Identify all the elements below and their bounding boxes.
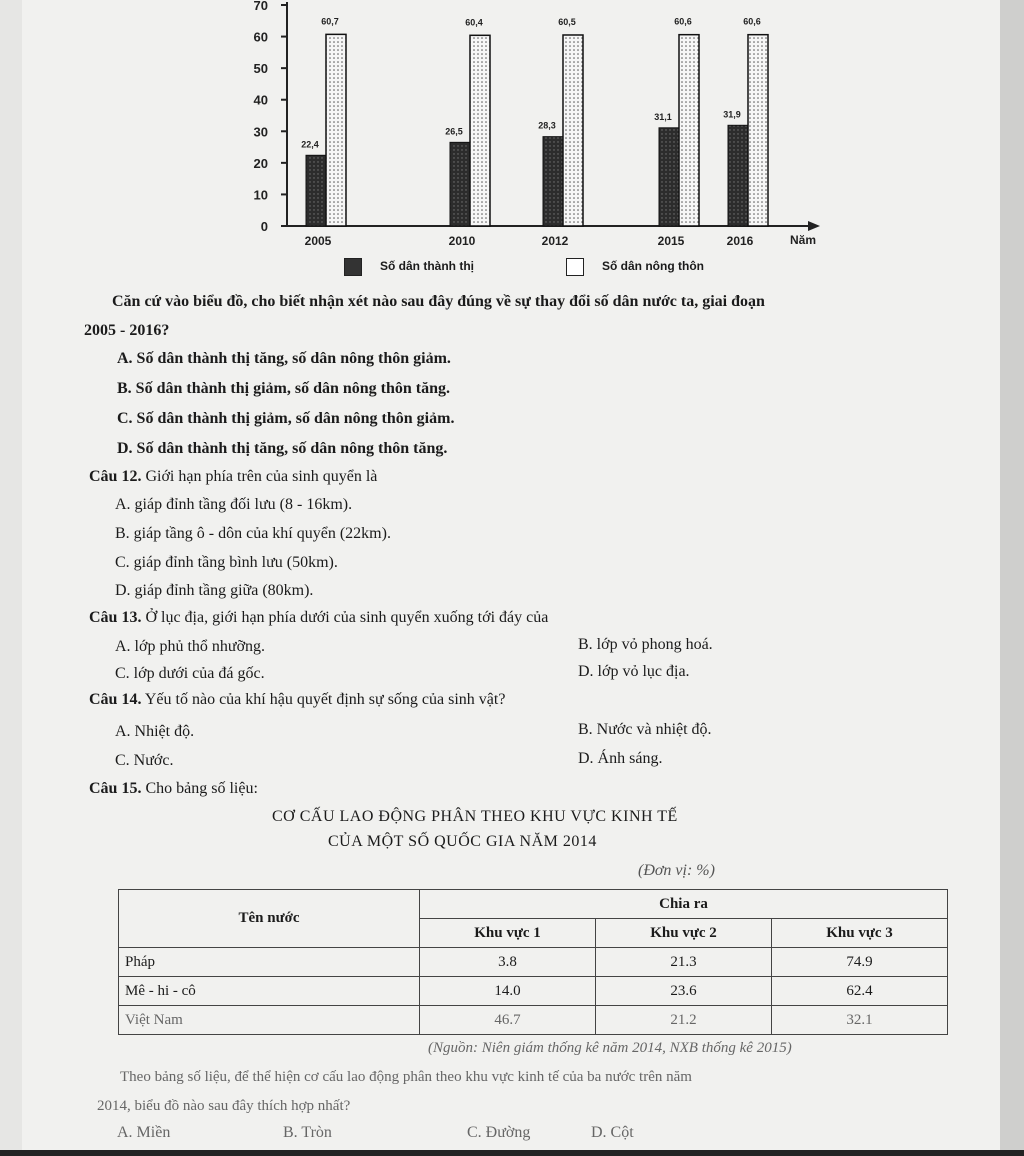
rural-bar (326, 34, 346, 226)
y-tick-label: 60 (253, 29, 268, 45)
header-k1: Khu vực 1 (420, 919, 596, 948)
header-country: Tên nước (119, 890, 420, 948)
urban-bar (306, 155, 326, 226)
q15-ask-line2: 2014, biểu đồ nào sau đây thích hợp nhất? (97, 1098, 351, 1114)
q13-label: Câu 13. (89, 609, 142, 626)
q13-prompt (89, 609, 548, 627)
legend-rural-label: Số dân nông thôn (602, 259, 704, 274)
x-axis-title: Năm (790, 233, 817, 247)
table-unit: (Đơn vị: %) (638, 862, 715, 879)
row-k3: 62.4 (772, 977, 948, 1006)
header-k3: Khu vực 3 (772, 919, 948, 948)
row-k3: 74.9 (772, 948, 948, 977)
legend-urban-label: Số dân thành thị (380, 259, 474, 274)
table-row (119, 1006, 948, 1035)
x-tick-label: 2016 (726, 234, 754, 248)
x-tick-label: 2005 (304, 234, 332, 248)
rural-value-label: 60,7 (321, 16, 339, 27)
row-country: Pháp (119, 948, 420, 977)
q11-option-a[interactable]: A. Số dân thành thị tăng, số dân nông thôn giảm. (117, 350, 451, 367)
rural-value-label: 60,5 (558, 16, 576, 27)
table-title-line2: CỦA MỘT SỐ QUỐC GIA NĂM 2014 (328, 833, 597, 850)
q13-text: Ở lục địa, giới hạn phía dưới của sinh quyển xuống tới đáy của (145, 609, 549, 626)
q12-option-a[interactable]: A. giáp đỉnh tầng đối lưu (8 - 16km). (115, 496, 353, 513)
y-tick-label: 0 (260, 219, 268, 234)
q14-option-c[interactable]: C. Nước. (115, 752, 174, 769)
urban-bar (450, 142, 470, 226)
q11-option-b[interactable]: B. Số dân thành thị giảm, số dân nông thôn tăng. (117, 380, 451, 397)
x-axis-arrow (808, 221, 820, 231)
urban-value-label: 31,1 (654, 111, 672, 122)
q11-prompt-line1: Căn cứ vào biểu đồ, cho biết nhận xét nào sau đây đúng về sự thay đổi số dân nước ta, giai đoạn (112, 293, 765, 310)
row-k1: 46.7 (420, 1006, 596, 1035)
legend-urban-swatch (344, 258, 362, 276)
row-k2: 21.3 (596, 948, 772, 977)
header-k2: Khu vực 2 (596, 919, 772, 948)
row-k2: 21.2 (596, 1006, 772, 1035)
q15-label: Câu 15. (89, 780, 142, 797)
q15-ask-line1: Theo bảng số liệu, để thể hiện cơ cấu lao động phân theo khu vực kinh tế của ba nước trên năm (120, 1069, 692, 1085)
q15-text: Cho bảng số liệu: (145, 780, 258, 797)
q14-label: Câu 14. (89, 691, 142, 708)
q15-option-c[interactable]: C. Đường (467, 1124, 531, 1141)
urban-value-label: 31,9 (723, 109, 741, 120)
urban-bar (659, 128, 679, 226)
rural-bar (748, 35, 768, 226)
q14-option-b[interactable]: B. Nước và nhiệt độ. (578, 721, 712, 738)
q11-option-d[interactable]: D. Số dân thành thị tăng, số dân nông thôn tăng. (117, 440, 448, 457)
q13-option-b[interactable]: B. lớp vỏ phong hoá. (578, 636, 713, 653)
table-source: (Nguồn: Niên giám thống kê năm 2014, NXB thống kê 2015) (428, 1040, 792, 1056)
urban-value-label: 28,3 (538, 120, 556, 131)
y-tick-label: 50 (253, 61, 268, 77)
q14-text: Yếu tố nào của khí hậu quyết định sự sống của sinh vật? (144, 691, 506, 708)
row-country: Mê - hi - cô (119, 977, 420, 1006)
y-tick-label: 10 (253, 187, 268, 203)
q12-option-d[interactable]: D. giáp đỉnh tầng giữa (80km). (115, 582, 314, 599)
y-tick-label: 20 (253, 155, 268, 171)
x-tick-label: 2010 (448, 234, 476, 248)
q12-option-b[interactable]: B. giáp tầng ô - dôn của khí quyển (22km). (115, 525, 391, 542)
rural-bar (563, 35, 583, 226)
legend-rural (566, 258, 704, 276)
x-tick-label: 2012 (541, 234, 569, 248)
q13-option-a[interactable]: A. lớp phủ thổ nhưỡng. (115, 638, 266, 655)
rural-bar (470, 35, 490, 226)
q11-prompt-line2: 2005 - 2016? (84, 322, 170, 339)
q11-option-c[interactable]: C. Số dân thành thị giảm, số dân nông thôn giảm. (117, 410, 455, 427)
urban-value-label: 26,5 (445, 126, 463, 137)
q12-label: Câu 12. (89, 468, 142, 485)
q15-option-b[interactable]: B. Tròn (283, 1124, 332, 1141)
row-k3: 32.1 (772, 1006, 948, 1035)
q15-option-a[interactable]: A. Miền (117, 1124, 171, 1141)
page-bottom-edge (0, 1150, 1024, 1156)
rural-bar (679, 35, 699, 226)
row-k1: 3.8 (420, 948, 596, 977)
q14-option-a[interactable]: A. Nhiệt độ. (115, 723, 195, 740)
table-row (119, 977, 948, 1006)
q14-prompt (89, 691, 505, 709)
q12-text: Giới hạn phía trên của sinh quyển là (145, 468, 378, 485)
table-title-line1: CƠ CẤU LAO ĐỘNG PHÂN THEO KHU VỰC KINH TẾ (272, 808, 678, 825)
header-group: Chia ra (420, 890, 948, 919)
row-country: Việt Nam (119, 1006, 420, 1035)
table-row (119, 948, 948, 977)
q15-prompt (89, 780, 258, 798)
row-k1: 14.0 (420, 977, 596, 1006)
population-bar-chart (0, 0, 1024, 290)
rural-value-label: 60,6 (743, 16, 761, 27)
x-tick-label: 2015 (657, 234, 685, 248)
q12-prompt (89, 468, 377, 486)
urban-value-label: 22,4 (301, 139, 319, 150)
rural-value-label: 60,4 (465, 17, 483, 28)
y-tick-label: 30 (253, 124, 268, 140)
row-k2: 23.6 (596, 977, 772, 1006)
urban-bar (543, 137, 563, 226)
q14-option-d[interactable]: D. Ánh sáng. (578, 750, 663, 767)
q15-option-d[interactable]: D. Cột (591, 1124, 634, 1141)
q13-option-d[interactable]: D. lớp vỏ lục địa. (578, 663, 690, 680)
legend-urban (344, 258, 474, 276)
table-header-row-1 (119, 890, 948, 919)
urban-bar (728, 125, 748, 226)
rural-value-label: 60,6 (674, 16, 692, 27)
q12-option-c[interactable]: C. giáp đỉnh tầng bình lưu (50km). (115, 554, 338, 571)
q13-option-c[interactable]: C. lớp dưới của đá gốc. (115, 665, 265, 682)
legend-rural-swatch (566, 258, 584, 276)
y-tick-label: 40 (253, 92, 268, 108)
y-tick-label: 70 (253, 0, 268, 13)
labour-structure-table (118, 889, 948, 1035)
